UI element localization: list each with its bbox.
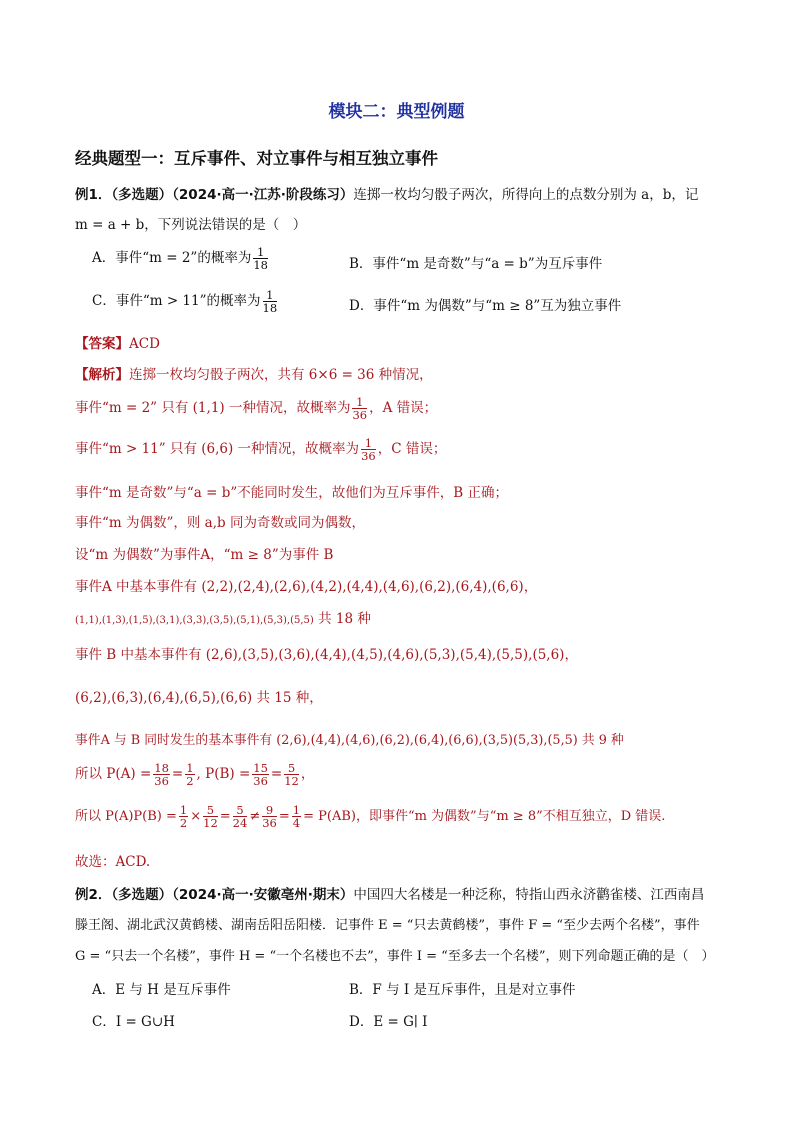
example-2-type: （多选题） <box>111 887 173 903</box>
example-1-stem-line1 <box>75 183 698 203</box>
analysis-line-9: 事件 B 中基本事件有 (2,6),(3,5),(3,6),(4,4),(4,5),(4,6),(5,3),(5,4),(5,5),(5,6)， <box>75 647 578 663</box>
example-2-source: （2024·高一·安徽亳州·期末） <box>172 887 354 903</box>
answer-line <box>75 332 160 352</box>
example-1-option-d: D．事件“m 为偶数”与“m ≥ 8”互为独立事件 <box>349 298 622 314</box>
analysis-line-8: (1,1),(1,3),(1,5),(3,1),(3,3),(3,5),(5,1),(5,3),(5,5) 共 18 种 <box>75 611 371 627</box>
analysis-line-5: 事件“m 为偶数”，则 a,b 同为奇数或同为偶数， <box>75 515 365 531</box>
example-2-label: 例2． <box>75 887 112 903</box>
example-1-type: （多选题） <box>111 187 173 203</box>
example-1-label: 例1． <box>75 187 112 203</box>
example-2-option-d: D．E = G∣ I <box>349 1014 428 1030</box>
analysis-3-fraction: $\frac{1}{36}$ <box>361 436 376 464</box>
analysis-line-7: 事件A 中基本事件有 (2,2),(2,4),(2,6),(4,2),(4,4),(4,6),(6,2),(6,4),(6,6)， <box>75 579 538 595</box>
analysis-line-6: 设“m 为偶数”为事件A，“m ≥ 8”为事件 B <box>75 547 334 563</box>
page-title: 模块二：典型例题 <box>328 102 465 122</box>
analysis-line-10: (6,2),(6,3),(6,4),(6,5),(6,6) 共 15 种， <box>75 690 323 706</box>
example-1-stem-line2: m = a + b，下列说法错误的是（ ） <box>75 217 307 233</box>
example-2-option-c: C．I = G∪H <box>92 1014 175 1030</box>
analysis-line-4: 事件“m 是奇数”与“a = b”不能同时发生，故他们为互斥事件，B 正确； <box>75 485 508 501</box>
answer-label: 【答案】 <box>75 336 129 352</box>
example-1-option-b: B．事件“m 是奇数”与“a = b”为互斥事件 <box>349 256 603 272</box>
option-c-text: C．事件“m > 11”的概率为 <box>92 293 261 310</box>
example-2-stem-line1 <box>75 883 704 903</box>
analysis-line-3: 事件“m > 11” 只有 (6,6) 一种情况，故概率为 $\frac{1}{36}$ ，C 错误； <box>75 436 447 464</box>
example-2-option-a: A．E 与 H 是互斥事件 <box>92 982 231 998</box>
analysis-label: 【解析】 <box>75 367 129 383</box>
example-2-stem-line2: 滕王阁、湖北武汉黄鹤楼、湖南岳阳岳阳楼．记事件 E = “只去黄鹤楼”，事件 F = “至少去两个名楼”，事件 <box>75 918 700 933</box>
example-2-stem-line3: G = “只去一个名楼”，事件 H = “一个名楼也不去”，事件 I = “至多去一个名楼”，则下列命题正确的是（ ） <box>75 949 715 964</box>
analysis-line-13: 所以 P(A)P(B) = $\frac{1}{2}$ × $\frac{5}{12}$ = $\frac{5}{24}$ ≠ $\frac{9}{36}$ = $\frac{1}{4}$ = P(AB)，即事件“m 为偶数”与“m ≥ 8”不相互独立，D 错误. <box>75 803 666 831</box>
option-a-text: A．事件“m = 2”的概率为 <box>92 250 252 267</box>
option-a-fraction: $\frac{1}{18}$ <box>253 245 268 273</box>
example-1-source: （2024·高一·江苏·阶段练习） <box>172 187 354 203</box>
answer-value: ACD <box>129 336 160 352</box>
analysis-line-1 <box>75 363 433 383</box>
example-1-option-a <box>92 246 270 271</box>
analysis-line-11: 事件A 与 B 同时发生的基本事件有 (2,6),(4,4),(4,6),(6,2),(6,4),(6,6),(3,5)(5,3),(5,5) 共 9 种 <box>75 733 624 748</box>
analysis-2-fraction: $\frac{1}{36}$ <box>352 395 368 423</box>
analysis-text-1: 连掷一枚均匀骰子两次，共有 6×6 = 36 种情况， <box>129 367 433 383</box>
analysis-line-2: 事件“m = 2” 只有 (1,1) 一种情况，故概率为 $\frac{1}{36}$ ，A 错误； <box>75 395 438 423</box>
example-2-option-b: B．F 与 I 是互斥事件，且是对立事件 <box>349 982 576 998</box>
conclusion-line: 故选：ACD. <box>75 854 151 870</box>
example-1-stem-text1: 连掷一枚均匀骰子两次，所得向上的点数分别为 a，b，记 <box>353 187 699 203</box>
option-c-fraction: $\frac{1}{18}$ <box>262 288 278 316</box>
analysis-line-12: 所以 P(A) = $\frac{18}{36}$ = $\frac{1}{2}$ , P(B) = $\frac{15}{36}$ = $\frac{5}{12}$ ， <box>75 761 315 789</box>
section-heading: 经典题型一：互斥事件、对立事件与相互独立事件 <box>75 149 438 168</box>
example-1-option-c <box>92 289 279 314</box>
example-2-stem-text1: 中国四大名楼是一种泛称，特指山西永济鹳雀楼、江西南昌 <box>353 887 705 903</box>
